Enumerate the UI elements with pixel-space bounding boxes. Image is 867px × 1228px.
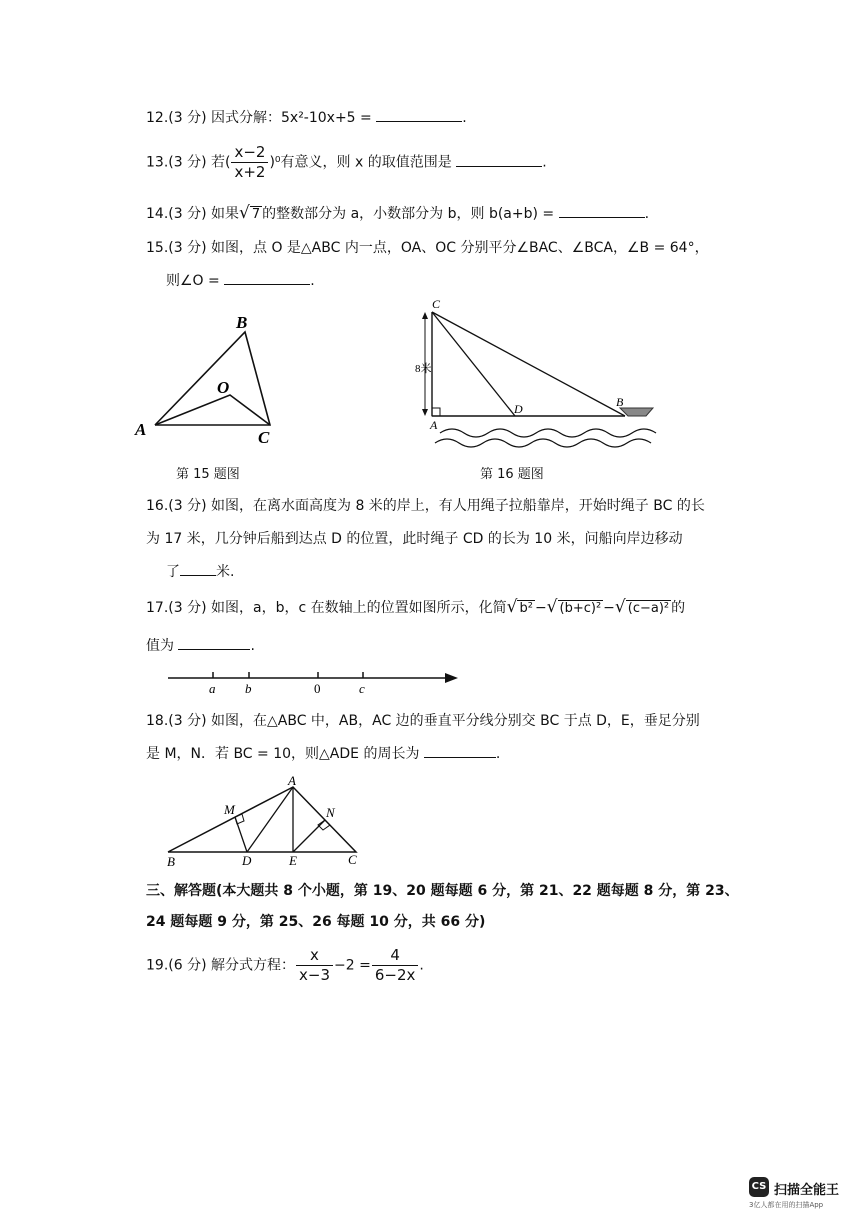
fig15-label-A: A: [135, 420, 147, 439]
q17-radical-1: b²: [519, 601, 533, 616]
q18-line2: 是 M，N．若 BC = 10，则△ADE 的周长为: [146, 746, 420, 762]
fig15-label-C: C: [258, 428, 270, 447]
q19-f2-numerator: 4: [372, 946, 419, 966]
watermark-app-name: 扫描全能王: [774, 1183, 840, 1198]
question-19: [146, 946, 424, 985]
q16-line3-pre: 了: [166, 564, 180, 580]
fig18-label-C: C: [348, 852, 357, 867]
q15-answer-blank[interactable]: [224, 270, 310, 285]
q15-end: .: [310, 273, 315, 289]
camscanner-logo-icon: CS: [749, 1177, 769, 1197]
q13-pre: 若(: [211, 154, 231, 171]
q12-end: .: [462, 110, 467, 126]
fig16-caption: 第 16 题图: [480, 467, 544, 482]
water-wave-icon: [435, 439, 651, 447]
q14-answer-blank[interactable]: [559, 203, 645, 218]
q13-fraction: [231, 143, 268, 182]
q13-score: (3 分): [168, 154, 207, 171]
q16-number: 16.: [146, 498, 169, 514]
q17-post: 的: [671, 600, 686, 616]
numberline-label-zero: 0: [314, 681, 321, 696]
question-16-line2: [146, 528, 683, 548]
q18-answer-blank[interactable]: [424, 743, 496, 758]
fig18-label-D: D: [242, 853, 252, 868]
q16-line2: 为 17 米，几分钟后船到达点 D 的位置，此时绳子 CD 的长为 10 米，问船向岸边移动: [146, 531, 683, 547]
q12-answer-blank[interactable]: [376, 107, 462, 122]
q19-mid: −2 =: [334, 957, 371, 974]
q19-end: .: [419, 957, 424, 974]
numberline-label-b: b: [245, 681, 252, 696]
fig15-label-B: B: [236, 313, 248, 332]
question-18-line2: [146, 743, 500, 763]
q19-pre: 解分式方程：: [211, 957, 295, 974]
fig16-label-D: D: [514, 402, 523, 416]
q14-score: (3 分): [168, 206, 207, 222]
fig18-label-N: N: [326, 805, 335, 820]
question-16-line1: [146, 495, 705, 515]
number-line: [160, 664, 465, 698]
q14-number: 14.: [146, 206, 169, 222]
q19-f2-denominator: 6−2x: [374, 966, 416, 984]
q17-minus-2: −: [603, 600, 615, 616]
q18-end: .: [495, 746, 501, 762]
q17-answer-blank[interactable]: [178, 635, 250, 650]
section-3-heading-line2: 24 题每题 9 分，第 25、26 每题 10 分，共 66 分): [146, 914, 486, 930]
q14-pre: 如果: [211, 206, 239, 222]
q12-score: (3 分): [168, 110, 207, 126]
arrow-right-icon: [445, 673, 458, 683]
q17-radical-3: (c−a)²: [627, 601, 670, 616]
q19-f1-numerator: x: [296, 946, 333, 966]
q16-answer-blank[interactable]: [180, 561, 216, 576]
q12-text: 因式分解：5x²-10x+5 =: [211, 110, 372, 126]
question-16-line3: [166, 561, 234, 581]
q14-radicand: 7: [251, 207, 261, 222]
question-15-line1: [146, 237, 709, 257]
q13-end: .: [542, 154, 547, 171]
q18-score: (3 分): [168, 713, 207, 729]
fig18-label-A: A: [288, 773, 296, 788]
figure-15-triangle: [130, 305, 290, 450]
q19-fraction-1: [296, 946, 333, 985]
figure-18-triangle: [160, 772, 375, 870]
question-17-line2: [146, 635, 255, 655]
question-17-line1: [146, 597, 685, 617]
fig16-height-label: 8米: [415, 363, 432, 375]
q14-post: 的整数部分为 a，小数部分为 b，则 b(a+b) =: [262, 206, 555, 222]
fig18-label-M: M: [224, 802, 235, 817]
q17-minus-1: −: [534, 600, 547, 616]
watermark-tagline: 3亿人都在用的扫描App: [749, 1201, 824, 1209]
q15-score: (3 分): [168, 240, 207, 256]
fig16-label-B: B: [616, 395, 624, 409]
q17-number: 17.: [146, 600, 169, 616]
fig16-label-C: C: [432, 297, 441, 311]
section-3-heading-line1: 三、解答题(本大题共 8 个小题，第 19、20 题每题 6 分，第 21、22 题每题 8 分，第 23、: [146, 883, 739, 899]
q13-numerator: x−2: [231, 143, 268, 163]
q16-line1: 如图，在离水面高度为 8 米的岸上，有人用绳子拉船靠岸，开始时绳子 BC 的长: [211, 498, 705, 514]
question-13: [146, 143, 547, 182]
q17-pre: 如图，a，b，c 在数轴上的位置如图所示，化简: [211, 600, 507, 616]
q13-post: )⁰有意义，则 x 的取值范围是: [269, 154, 452, 171]
q17-end: .: [250, 638, 255, 654]
sqrt-icon: √: [546, 597, 558, 617]
numberline-label-a: a: [209, 681, 216, 696]
q17-radical-2: (b+c)²: [559, 601, 602, 616]
figure-16-boat: [410, 296, 670, 456]
q16-score: (3 分): [168, 498, 207, 514]
sqrt-icon: √: [506, 597, 518, 617]
q18-number: 18.: [146, 713, 169, 729]
q14-end: .: [644, 206, 650, 222]
q13-denominator: x+2: [234, 163, 266, 181]
water-wave-icon: [440, 429, 656, 437]
q13-answer-blank[interactable]: [456, 152, 542, 167]
q19-fraction-2: [372, 946, 419, 985]
q18-line1: 如图，在△ABC 中，AB，AC 边的垂直平分线分别交 BC 于点 D，E，垂足分别: [211, 713, 700, 729]
fig16-label-A: A: [430, 418, 438, 432]
q19-score: (6 分): [168, 957, 207, 974]
q15-line2: 则∠O =: [166, 273, 220, 289]
q19-number: 19.: [146, 957, 169, 974]
q13-number: 13.: [146, 154, 169, 171]
q15-line1: 如图，点 O 是△ABC 内一点，OA、OC 分别平分∠BAC、∠BCA，∠B = 64°，: [211, 240, 709, 256]
q19-f1-denominator: x−3: [299, 966, 330, 984]
fig18-label-B: B: [167, 854, 175, 869]
q17-line2: 值为: [146, 638, 174, 654]
question-12: [146, 107, 467, 127]
fig18-label-E: E: [289, 853, 297, 868]
q17-score: (3 分): [168, 600, 207, 616]
question-15-line2: [166, 270, 315, 290]
sqrt-icon: √: [239, 203, 250, 223]
question-14: [146, 203, 649, 223]
fig15-caption: 第 15 题图: [176, 467, 240, 482]
boat-icon: [620, 408, 653, 416]
fig15-label-O: O: [217, 378, 230, 397]
question-18-line1: [146, 710, 700, 730]
q16-line3-post: 米.: [216, 564, 235, 580]
sqrt-icon: √: [614, 597, 626, 617]
q15-number: 15.: [146, 240, 169, 256]
numberline-label-c: c: [359, 681, 365, 696]
q12-number: 12.: [146, 110, 169, 126]
